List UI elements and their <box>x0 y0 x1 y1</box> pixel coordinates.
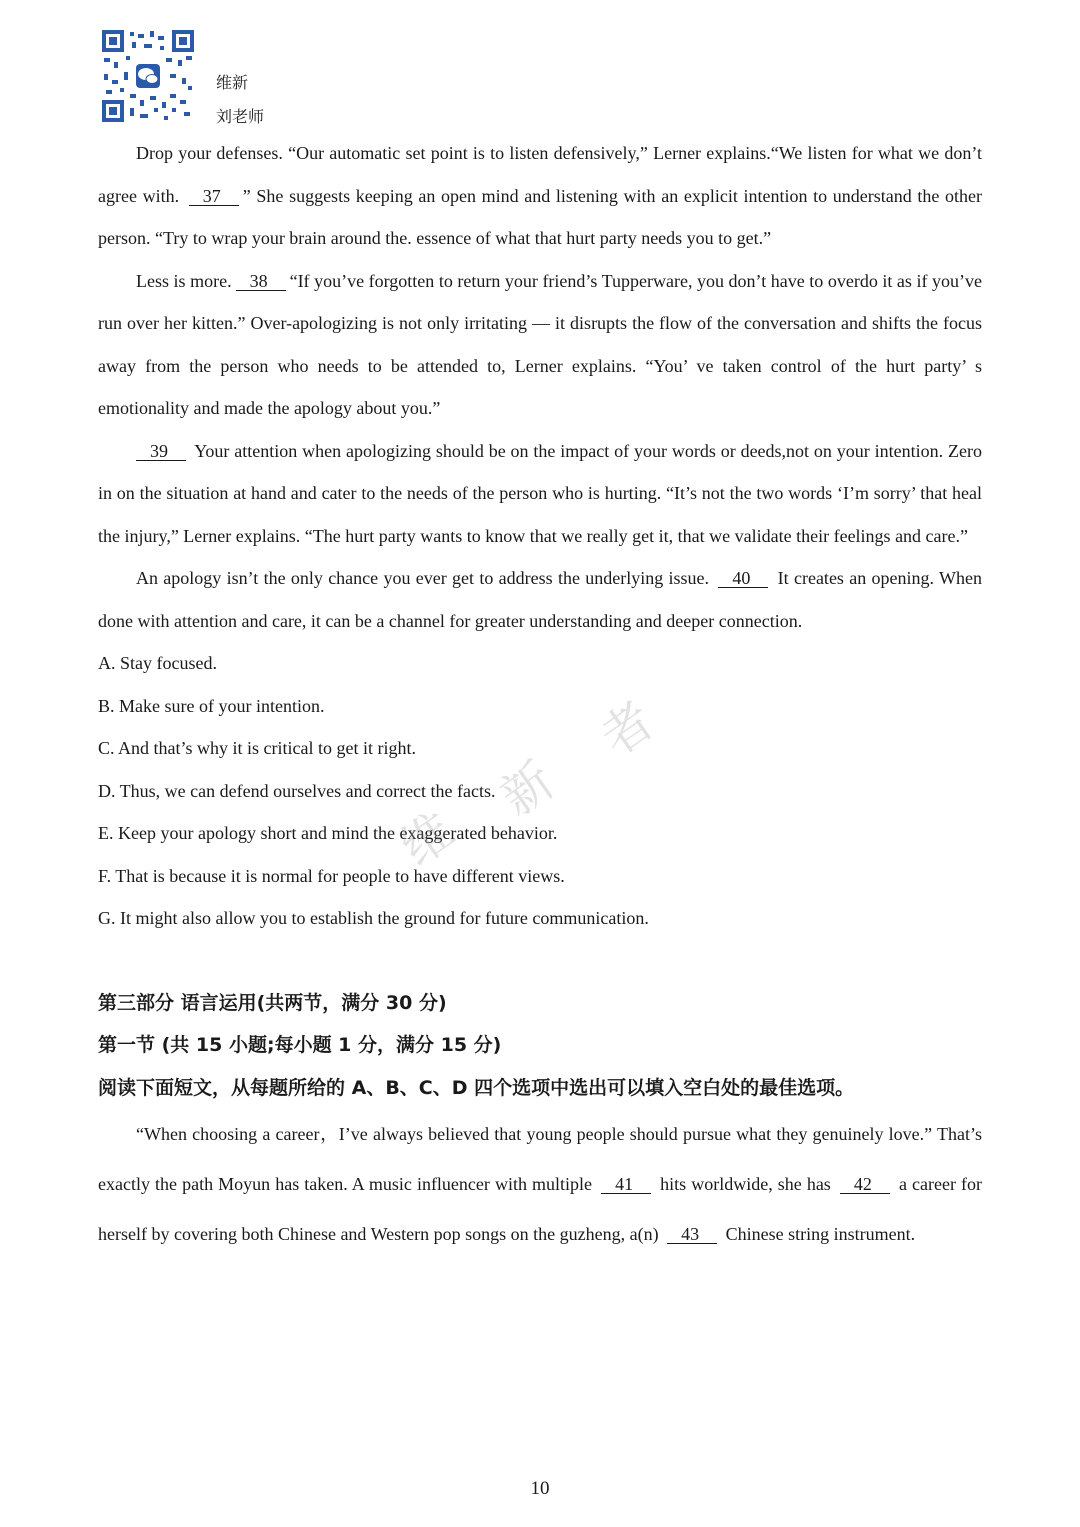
brand-line-1: 维新 <box>216 73 249 92</box>
paragraph-3: 39 Your attention when apologizing should be on the impact of your words or deeds,not on your intention. Zero in on the situation at hand and cater to the needs of the person who is hurting. “It’s not the two words ‘I’m sorry’ that heal the injury,” Lerner explains. “The hurt party wants to know that we really get it, that we validate their feelings and care.” <box>98 440 982 546</box>
option-b: B. Make sure of your intention. <box>98 695 325 716</box>
section-1-title: 第一节 (共 15 小题;每小题 1 分，满分 15 分) <box>98 1034 502 1056</box>
blank-42: 42 <box>840 1175 890 1194</box>
option-d: D. Thus, we can defend ourselves and correct the facts. <box>98 780 496 801</box>
paragraph-2: Less is more. 38 “If you’ve forgotten to return your friend’s Tupperware, you don’t have to overdo it as if you’ve run over her kitten.” Over-apologizing is not only irritating — it disrupts the flow of the conversation and shifts the focus away from the person who needs to be attended to, Lerner explains. “You’ ve taken control of the hurt party’ s emotionality and made the apology about you.” <box>98 270 982 418</box>
blank-38: 38 <box>236 272 286 291</box>
cloze-paragraph: “When choosing a career，I’ve always believed that young people should pursue what they genuinely love.” That’s exactly the path Moyun has taken. A music influencer with multiple 41 hits worldwide, she has 42 a career for herself by covering both Chinese and Western pop songs on the guzheng, a(n) 43 Chinese string instrument. <box>98 1124 982 1244</box>
wechat-qr-code-icon <box>100 28 196 124</box>
blank-43: 43 <box>667 1225 717 1244</box>
paragraph-1: Drop your defenses. “Our automatic set point is to listen defensively,” Lerner explains.“We listen for what we don’t agree with. 37 ” She suggests keeping an open mind and listening with an explicit intention to understand the other person. “Try to wrap your brain around the. essence of what that hurt party needs you to get.” <box>98 143 983 248</box>
watermark-char-2: 新 <box>490 751 565 828</box>
watermark-char-1: 维 <box>390 801 465 878</box>
brand-label <box>216 66 264 134</box>
brand-line-2: 刘老师 <box>216 107 265 126</box>
blank-41: 41 <box>601 1175 651 1194</box>
option-c: C. And that’s why it is critical to get it right. <box>98 738 416 758</box>
watermark-char-3: 者 <box>590 691 665 768</box>
blank-40: 40 <box>718 569 768 588</box>
options-list <box>98 642 982 940</box>
option-g: G. It might also allow you to establish the ground for future communication. <box>98 908 649 928</box>
option-e: E. Keep your apology short and mind the exaggerated behavior. <box>98 823 558 843</box>
option-a: A. Stay focused. <box>98 653 217 673</box>
blank-39: 39 <box>136 442 186 461</box>
paragraph-4: An apology isn’t the only chance you ever get to address the underlying issue. 40 It creates an opening. When done with attention and care, it can be a channel for greater understanding and deeper connection. <box>98 568 982 631</box>
option-f: F. That is because it is normal for people to have different views. <box>98 865 565 886</box>
cloze-instruction: 阅读下面短文，从每题所给的 A、B、C、D 四个选项中选出可以填入空白处的最佳选项。 <box>98 1076 855 1099</box>
page-number: 10 <box>530 1478 550 1499</box>
page-content <box>98 132 982 1259</box>
blank-37: 37 <box>189 187 239 206</box>
part-3-title: 第三部分 语言运用(共两节，满分 30 分) <box>98 991 447 1014</box>
